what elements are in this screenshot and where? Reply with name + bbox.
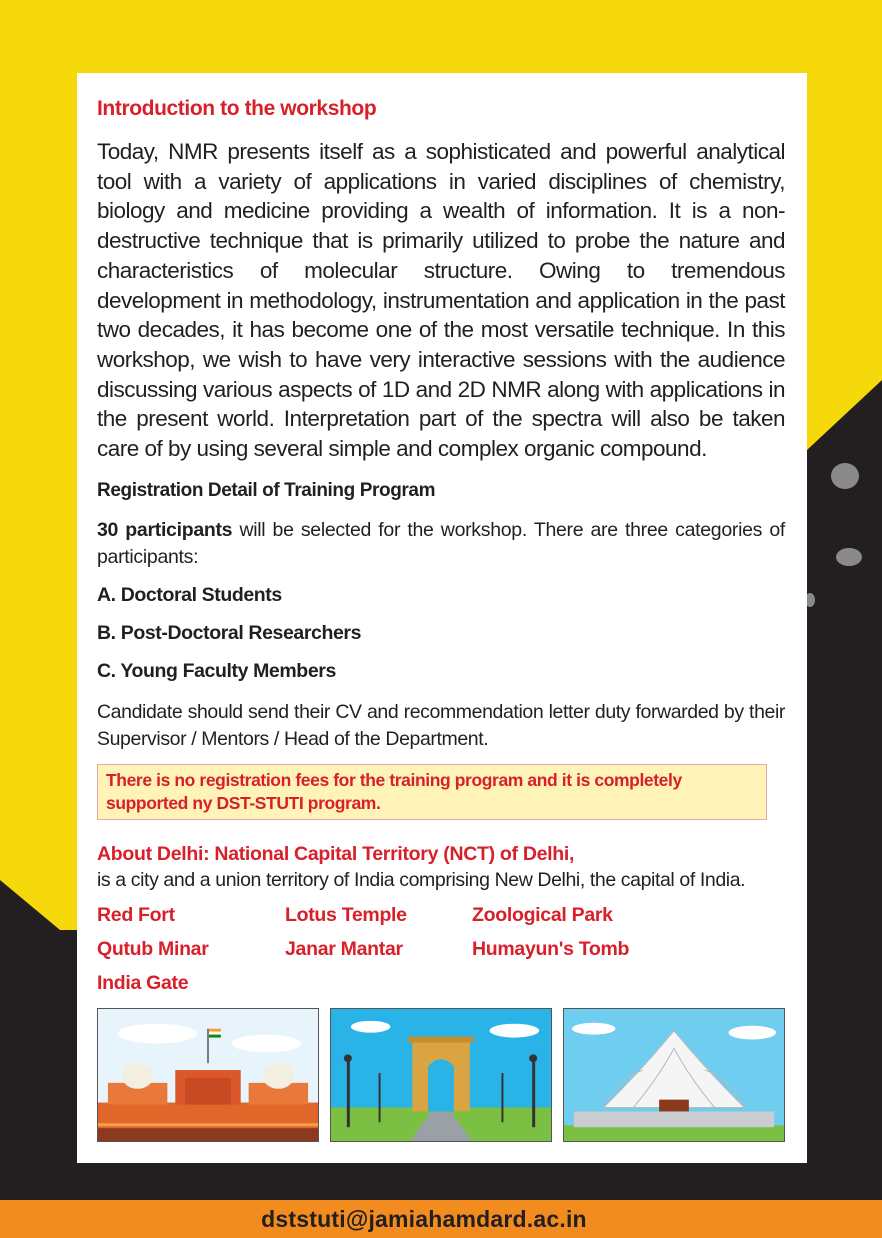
participant-count: 30 participants: [97, 519, 233, 541]
delhi-title: About Delhi: National Capital Territory (NCT) of Delhi,: [97, 843, 575, 865]
candidate-note: Candidate should send their CV and recommendation letter duty forwarded by their Supervisor / Mentors / Head of the Department.: [97, 701, 785, 750]
lotus-temple-image: [563, 1008, 785, 1142]
category-postdoc: B. Post-Doctoral Researchers: [97, 622, 362, 644]
footer-bar: [0, 1200, 882, 1238]
place-qutub-minar: Qutub Minar: [97, 938, 209, 960]
place-india-gate: India Gate: [97, 972, 189, 994]
place-red-fort: Red Fort: [97, 904, 175, 926]
fee-notice-text: There is no registration fees for the training program and it is completely supported ny DST-STUTI program.: [106, 770, 682, 813]
decor-dot: [836, 548, 862, 566]
india-gate-image: [330, 1008, 552, 1142]
registration-text: will be selected for the workshop. There are three categories of participants:: [97, 519, 785, 568]
category-doctoral: A. Doctoral Students: [97, 584, 282, 606]
place-lotus-temple: Lotus Temple: [285, 904, 407, 926]
intro-body: Today, NMR presents itself as a sophisticated and powerful analytical tool with a variety of applications in varied disciplines of chemistry, biology and medicine providing a wealth of information. It is a non-destructive technique that is primarily utilized to probe the nature and characteristics of molecular structure. Owing to tremendous development in methodology, instrumentation and application in the past two decades, it has become one of the most versatile technique. In this workshop, we wish to have very interactive sessions with the audience discussing various aspects of 1D and 2D NMR along with applications in the present world. Interpretation part of the spectra will also be taken care of by using several simple and complex organic compound.: [97, 139, 785, 462]
fee-notice-box: [97, 764, 767, 820]
footer-email[interactable]: dststuti@jamiahamdard.ac.in: [261, 1206, 587, 1232]
place-janar-mantar: Janar Mantar: [285, 938, 403, 960]
registration-body: [97, 517, 785, 571]
place-zoological-park: Zoological Park: [472, 904, 613, 926]
decor-dot: [831, 463, 859, 489]
category-faculty: C. Young Faculty Members: [97, 660, 336, 682]
content-card: [77, 73, 807, 1163]
registration-title: Registration Detail of Training Program: [97, 480, 436, 501]
intro-title: Introduction to the workshop: [97, 97, 377, 120]
red-fort-image: [97, 1008, 319, 1142]
delhi-description: is a city and a union territory of India comprising New Delhi, the capital of India.: [97, 869, 746, 891]
place-humayuns-tomb: Humayun's Tomb: [472, 938, 630, 960]
